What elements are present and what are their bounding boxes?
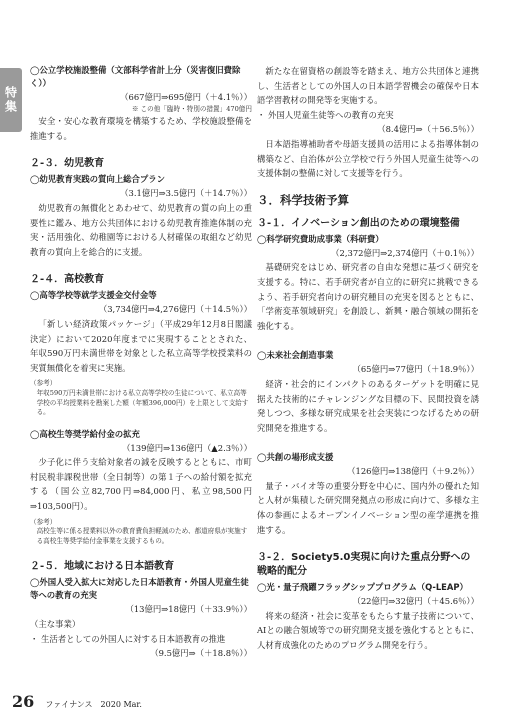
reference-text: 高校生等に係る授業料以外の教育費負担軽減のため、都道府県が実施する高校生等奨学給付金事業を支援するもの。 [36, 527, 248, 545]
item-title: ◯高校生等奨学給付金の拡充 [30, 428, 140, 439]
reference-note [30, 379, 252, 417]
item-title: ◯公立学校施設整備（文部科学省計上分（災害復旧費除く）） [30, 65, 241, 88]
item-title: ◯未来社会創造事業 [257, 350, 334, 361]
magazine-name: ファイナンス 2020 Mar. [45, 700, 142, 709]
reference-label: （参考） [30, 517, 57, 526]
item-body: 将来の経済・社会に変革をもたらす量子技術について、AIとの融合領域等での研究開発支援を強化するとともに、人材育成強化のためのプログラム開発を行う。 [257, 610, 479, 651]
item-body: 「新しい経済政策パッケージ」（平成29年12月8日閣議決定）において2020年度までに実現することとされた、年収590万円未満世帯を対象とした私立高等学校授業料の実質無償化を着実に実施。 [30, 318, 252, 373]
left-column [30, 64, 252, 661]
item-title: ◯外国人受入拡大に対応した日本語教育・外国人児童生徒等への教育の充実 [30, 577, 249, 601]
reference-text: 年収590万円未満世帯における私立高等学校の生徒について、私立高等学校の平均授業料を勘案した額（年額396,000円）を上限として支給する。 [36, 388, 249, 417]
reference-label: （参考） [30, 379, 57, 388]
item-amount: （22億円⇒32億円（＋45.6％）） [352, 596, 479, 607]
item-title: ◯幼児教育実践の質向上総合プラン [30, 174, 165, 185]
item-body: 新たな在留資格の創設等を踏まえ、地方公共団体と連携し、生活者としての外国人の日本語学習機会の確保や日本語学習教材の開発等を実施する。 [257, 66, 479, 106]
reference-note [30, 518, 252, 547]
item-amount: （65億円⇒77億円（＋18.9％）） [352, 364, 479, 375]
page-footer [12, 692, 142, 711]
item-body: 基礎研究をはじめ、研究者の自由な発想に基づく研究を支援する。特に、若手研究者が自立的に研究に挑戦できるよう、若手研究者向けの研究種目の充実を図るとともに、「学術変革領域研究」を創設し、新興・融合領域の開拓を強化する。 [257, 262, 479, 331]
section-heading: ２-３．幼児教育 [30, 158, 105, 170]
item-amount: （3.1億円⇒3.5億円（＋14.7％）） [120, 188, 252, 199]
item-title: ◯高等学校等就学支援金交付金等 [30, 290, 157, 301]
item-title: ◯共創の場形成支援 [257, 452, 334, 463]
section-heading: ２-５．地域における日本語教育 [30, 561, 175, 573]
item-note: ※ この他「臨時・特別の措置」470億円 [131, 104, 252, 113]
item-amount: （13億円⇒18億円（＋33.9％）） [125, 604, 252, 615]
section-tab: 特集 [0, 68, 22, 132]
item-amount: （3,734億円⇒4,276億円（＋14.5％）） [98, 304, 252, 315]
item-amount: （126億円⇒138億円（＋9.2％）） [347, 466, 479, 477]
bullet-item: ・ 外国人児童生徒等への教育の充実 [257, 109, 394, 120]
item-body: 安全・安心な教育環境を構築するため、学校施設整備を推進する。 [30, 116, 252, 141]
item-amount: （667億円⇒695億円（＋4.1％）） [120, 92, 252, 102]
item-amount: （2,372億円⇒2,374億円（＋0.1％）） [331, 247, 479, 258]
section-heading: ３-１．イノベーション創出のための環境整備 [257, 217, 460, 229]
item-title: ◯光・量子飛躍フラッグシッププログラム（Q-LEAP） [257, 582, 468, 593]
chapter-heading: ３．科学技術予算 [257, 192, 349, 207]
item-body: 日本語指導補助者や母語支援員の活用による指導体制の構築など、自治体が公立学校で行う外国人児童生徒等への支援体制の整備に対して支援等を行う。 [257, 138, 479, 179]
page-number: 26 [12, 692, 35, 711]
item-body: 幼児教育の無償化とあわせて、幼児教育の質の向上の重要性に鑑み、地方公共団体における幼児教育推進体制の充実・活用強化、幼稚園等における人材確保の取組など幼児教育の質向上を総合的に支援。 [30, 202, 252, 257]
bullet-amount: （8.4億円⇒（＋56.5％）） [377, 124, 479, 135]
bullet-amount: （9.5億円⇒（＋18.8％）） [150, 648, 252, 659]
bullet-item: ・ 生活者としての外国人に対する日本語教育の推進 [30, 633, 226, 644]
item-body: 経済・社会的にインパクトのあるターゲットを明確に見据えた技術的にチャレンジングな目標の下、民間投資を誘発しつつ、多様な研究成果を社会実装につなげるための研究開発を推進する。 [257, 378, 479, 433]
item-amount: （139億円⇒136億円（▲2.3％）） [122, 442, 252, 453]
section-heading: ３-２．Society5.0実現に向けた重点分野への戦略的配分 [257, 552, 471, 578]
item-body: 少子化に伴う支給対象者の減を反映するとともに、市町村民税非課税世帯（全日制等）の第１子への給付額を拡充する（国公立82,700円⇒84,000円、私立98,500円⇒103,500円）。 [30, 457, 252, 512]
item-body: 量子・バイオ等の重要分野を中心に、国内外の優れた知と人材が集積した研究開発拠点の形成に向けて、多様な主体の参画によるオープンイノベーション型の産学連携を推進する。 [257, 480, 479, 535]
right-column [257, 64, 479, 653]
main-projects-label: （主な事業） [30, 619, 81, 630]
section-heading: ２-４．高校教育 [30, 274, 105, 286]
item-title: ◯科学研究費助成事業（科研費） [257, 233, 384, 244]
